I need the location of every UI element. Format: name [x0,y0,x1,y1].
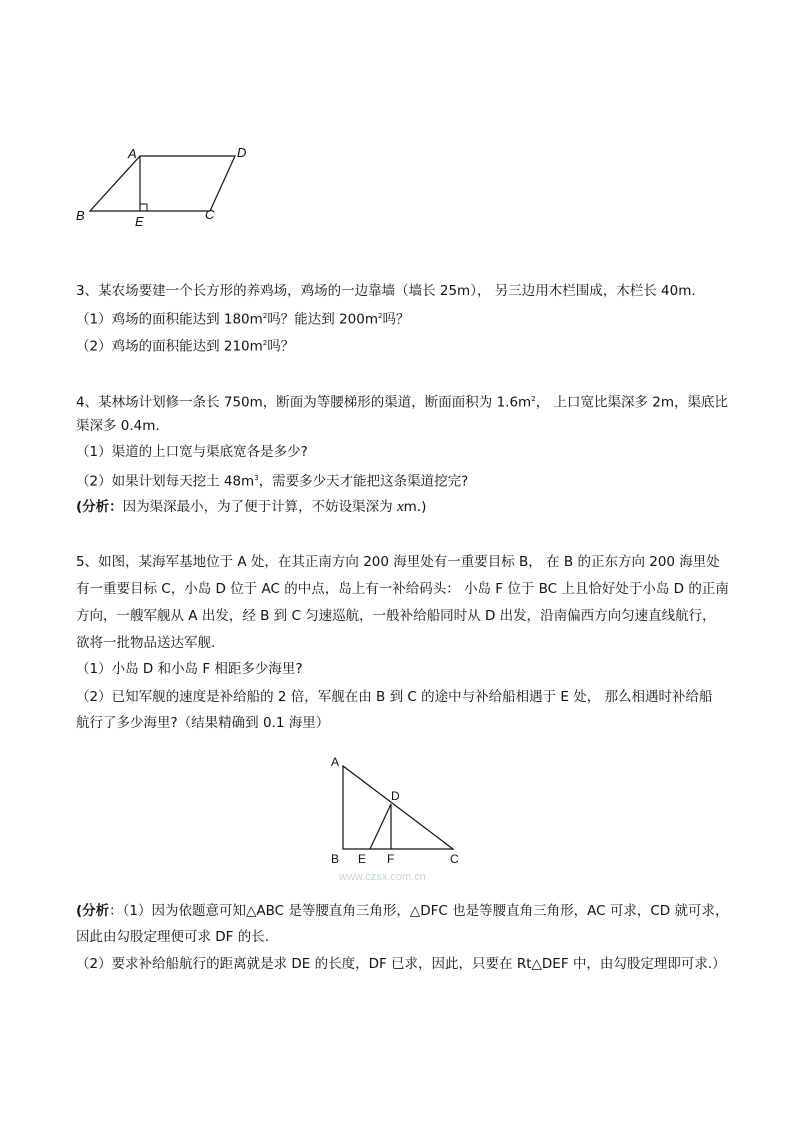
label-d: D [391,789,400,803]
variable-x: x [396,499,404,515]
problem4-q2 [76,466,468,495]
analysis5-line3: （2）要求补给船航行的距离就是求 DE 的长度，DF 已求，因此，只要在 Rt△DEF 中，由勾股定理即可求.） [76,956,726,972]
triangle-abc [343,766,453,849]
problem3-q1-mid: 吗？能达到 200m [267,311,378,328]
segment-de [370,804,391,849]
sup-2: 2 [262,339,268,347]
problem4-analysis [76,495,426,520]
problem4-q2-text: （2）如果计划每天挖土 48m [76,473,255,490]
analysis-label: (分析： [76,499,123,515]
problem5-q2-line1: （2）已知军舰的速度是补给船的 2 倍，军舰在由 B 到 C 的途中与补给船相遇于 E 处， 那么相遇时补给船 [76,689,713,705]
problem3-q2 [76,331,294,360]
analysis-text: 因为渠深最小，为了便于计算，不妨设渠深为 [122,499,397,515]
problem4-q2-post: ，需要多少天才能把这条渠道挖完? [258,473,469,490]
label-b: B [76,208,85,223]
analysis-label: (分析 [76,903,110,919]
problem3-q1-text: （1）鸡场的面积能达到 180m [76,311,263,328]
problem4-stem-text: 4、某林场计划修一条长 750m，断面为等腰梯形的渠道，断面面积为 1.6m [76,394,532,411]
label-b: B [331,852,340,866]
right-angle-mark [140,204,147,211]
label-e: E [135,214,144,229]
label-c: C [450,852,459,866]
label-d: D [237,145,247,160]
watermark: www.czsx.com.cn [339,871,426,883]
triangle-figure [325,752,475,884]
problem5-line2: 有一重要目标 C，小岛 D 位于 AC 的中点，岛上有一补给码头： 小岛 F 位于 BC 上且恰好处于小岛 D 的正南 [76,581,729,597]
label-a: A [331,755,340,769]
problem4-stem-line1 [76,387,728,416]
analysis5-line1 [76,899,728,924]
sup-3: 3 [254,474,259,482]
parallelogram-figure [70,140,260,235]
label-c: C [205,207,215,222]
problem5-q1: （1）小岛 D 和小岛 F 相距多少海里? [76,661,303,677]
sup-2: 2 [531,395,536,403]
problem5-line3: 方向，一艘军舰从 A 出发，经 B 到 C 匀速巡航，一般补给船同时从 D 出发，沿南偏西方向匀速直线航行， [76,608,716,624]
problem3-q1 [76,304,409,333]
problem3-q2-post: 吗？ [267,338,295,355]
problem4-stem-post: ， 上口宽比渠深多 2m，渠底比 [535,394,729,411]
analysis5-text: ：（1）因为依题意可知△ABC 是等腰直角三角形，△DFC 也是等腰直角三角形，AC 可求，CD 就可求， [109,903,729,919]
parallelogram-abcd [90,156,235,211]
problem4-stem-line2: 渠深多 0.4m. [76,418,160,434]
label-f: F [387,852,395,866]
label-e: E [358,852,367,866]
problem3-stem: 3、某农场要建一个长方形的养鸡场，鸡场的一边靠墙（墙长 25m）， 另三边用木栏围成，木栏长 40m. [76,283,696,299]
sup-2: 2 [262,312,268,320]
sup-2: 2 [378,312,383,320]
analysis-post: m.) [403,499,427,515]
problem4-q1: （1）渠道的上口宽与渠底宽各是多少? [76,444,308,460]
analysis5-line2: 因此由勾股定理便可求 DF 的长. [76,929,270,945]
problem5-line4: 欲将一批物品送达军舰. [76,635,216,651]
label-a: A [128,146,137,161]
problem3-q2-text: （2）鸡场的面积能达到 210m [76,338,263,355]
problem3-q1-post: 吗？ [382,311,410,328]
problem5-q2-line2: 航行了多少海里?（结果精确到 0.1 海里） [76,715,330,731]
problem5-line1: 5、如图，某海军基地位于 A 处，在其正南方向 200 海里处有一重要目标 B， 在 B 的正东方向 200 海里处 [76,554,720,570]
